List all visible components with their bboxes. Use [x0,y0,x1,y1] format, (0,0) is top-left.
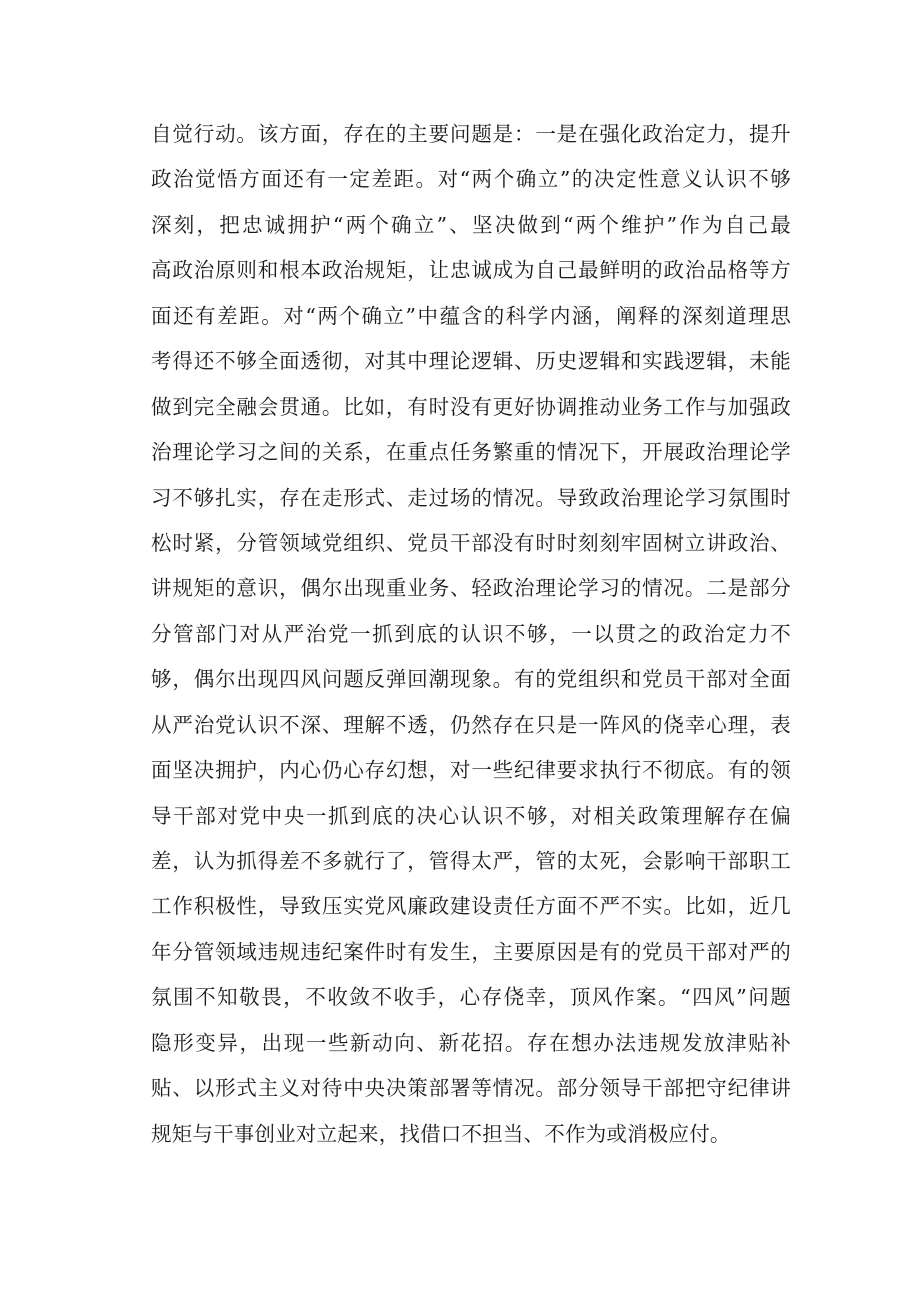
text-line: 够，偶尔出现四风问题反弹回潮现象。有的党组织和党员干部对全面 [151,667,791,692]
text-line: 工作积极性，导致压实党风廉政建设责任方面不严不实。比如，近几 [151,894,791,919]
text-line: 规矩与干事创业对立起来，找借口不担当、不作为或消极应付。 [151,1121,731,1146]
text-line: 治理论学习之间的关系，在重点任务繁重的情况下，开展政治理论学 [151,440,791,465]
text-line: 政治觉悟方面还有一定差距。对“两个确立”的决定性意义认识不够 [151,167,791,192]
text-line: 自觉行动。该方面，存在的主要问题是：一是在强化政治定力，提升 [151,122,791,146]
text-line: 深刻，把忠诚拥护“两个确立”、坚决做到“两个维护”作为自己最 [151,212,791,237]
text-line: 差，认为抓得差不多就行了，管得太严，管的太死，会影响干部职工 [151,849,791,873]
body-paragraph [151,112,791,1157]
text-line: 讲规矩的意识，偶尔出现重业务、轻政治理论学习的情况。二是部分 [151,576,791,601]
text-line: 做到完全融会贯通。比如，有时没有更好协调推动业务工作与加强政 [151,394,791,419]
text-line: 贴、以形式主义对待中央决策部署等情况。部分领导干部把守纪律讲 [151,1076,791,1101]
text-line: 导干部对党中央一抓到底的决心认识不够，对相关政策理解存在偏 [151,803,791,828]
text-line: 习不够扎实，存在走形式、走过场的情况。导致政治理论学习氛围时 [151,485,791,510]
text-line: 隐形变异，出现一些新动向、新花招。存在想办法违规发放津贴补 [151,1030,791,1055]
text-line: 分管部门对从严治党一抓到底的认识不够，一以贯之的政治定力不 [151,621,791,646]
text-line: 面坚决拥护，内心仍心存幻想，对一些纪律要求执行不彻底。有的领 [151,758,791,783]
text-line: 高政治原则和根本政治规矩，让忠诚成为自己最鲜明的政治品格等方 [151,258,791,283]
text-line: 考得还不够全面透彻，对其中理论逻辑、历史逻辑和实践逻辑，未能 [151,349,791,374]
text-line: 松时紧，分管领域党组织、党员干部没有时时刻刻牢固树立讲政治、 [151,530,791,555]
text-line: 年分管领域违规违纪案件时有发生，主要原因是有的党员干部对严的 [151,939,791,964]
text-line: 氛围不知敬畏，不收敛不收手，心存侥幸，顶风作案。“四风”问题 [151,985,791,1010]
text-line: 面还有差距。对“两个确立”中蕴含的科学内涵，阐释的深刻道理思 [151,303,791,328]
text-line: 从严治党认识不深、理解不透，仍然存在只是一阵风的侥幸心理，表 [151,712,791,737]
